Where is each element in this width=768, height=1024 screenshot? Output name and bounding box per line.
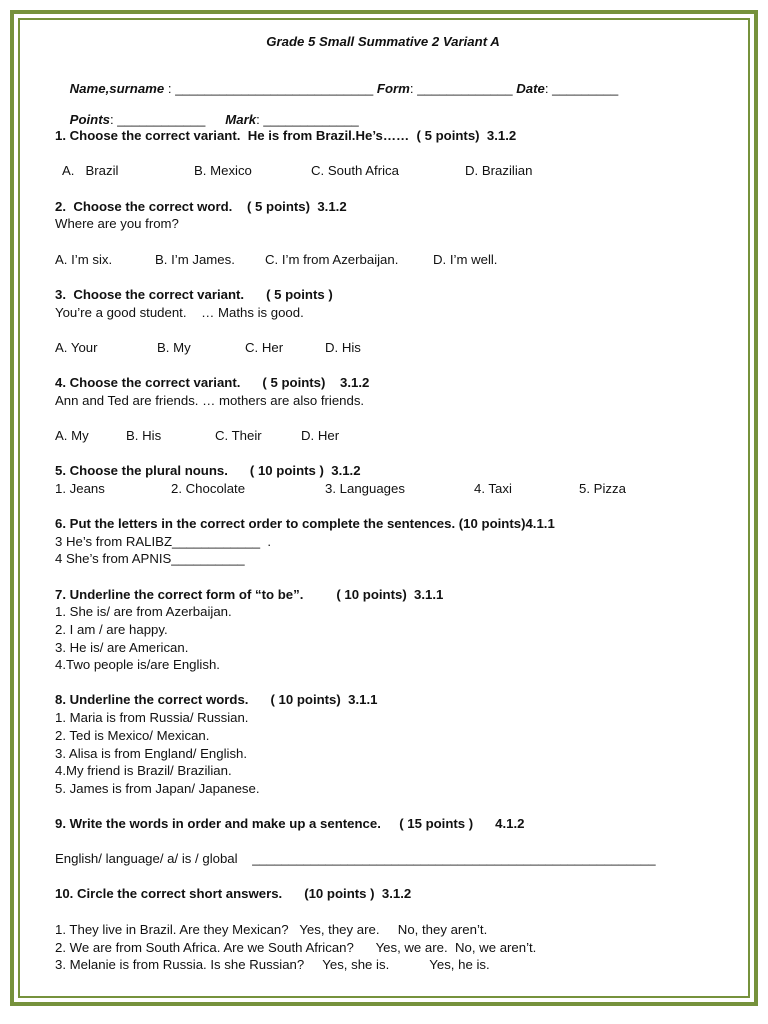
points-field[interactable]: : ____________ [109, 112, 206, 127]
q8-line-3: 3. Alisa is from England/ English. [55, 746, 248, 761]
q2-option-d: D. I’m well. [433, 252, 498, 267]
question-9-heading: 9. Write the words in order and make up a sentence. ( 15 points ) 4.1.2 [55, 816, 525, 831]
question-1-heading: 1. Choose the correct variant. He is from Brazil.He’s…… ( 5 points) 3.1.2 [55, 128, 517, 143]
q7-line-4: 4.Two people is/are English. [55, 657, 220, 672]
q1-option-d: D. Brazilian [465, 163, 533, 178]
q5-option-5: 5. Pizza [579, 481, 626, 496]
q7-line-2: 2. I am / are happy. [55, 622, 168, 637]
mark-label: Mark [225, 112, 257, 127]
q5-option-2: 2. Chocolate [171, 481, 246, 496]
question-3-heading: 3. Choose the correct variant. ( 5 points ) [55, 287, 333, 302]
question-7-heading: 7. Underline the correct form of “to be”. ( 10 points) 3.1.1 [55, 587, 444, 602]
q8-line-1: 1. Maria is from Russia/ Russian. [55, 710, 249, 725]
q2-option-b: B. I’m James. [155, 252, 235, 267]
q10-line-2: 2. We are from South Africa. Are we South African? Yes, we are. No, we aren’t. [55, 940, 537, 955]
q2-prompt: Where are you from? [55, 216, 179, 231]
date-label: Date [516, 81, 545, 96]
q1-option-a: A. Brazil [62, 163, 119, 178]
q5-option-1: 1. Jeans [55, 481, 105, 496]
q3-option-b: B. My [157, 340, 191, 355]
q4-prompt: Ann and Ted are friends. … mothers are also friends. [55, 393, 365, 408]
q10-line-3: 3. Melanie is from Russia. Is she Russian? Yes, she is. Yes, he is. [55, 957, 490, 972]
q1-option-b: B. Mexico [194, 163, 252, 178]
name-field[interactable]: : ___________________________ [164, 81, 377, 96]
form-label: Form [376, 81, 410, 96]
q4-option-c: C. Their [215, 428, 262, 443]
form-field[interactable]: : _____________ [409, 81, 517, 96]
q4-option-b: B. His [126, 428, 162, 443]
q5-option-4: 4. Taxi [474, 481, 512, 496]
question-8-heading: 8. Underline the correct words. ( 10 points) 3.1.1 [55, 692, 378, 707]
q9-prompt: English/ language/ a/ is / global _______________________________________________________ [55, 851, 656, 866]
name-label: Name,surname [69, 81, 165, 96]
q3-prompt: You’re a good student. … Maths is good. [55, 305, 304, 320]
question-10-heading: 10. Circle the correct short answers. (10 points ) 3.1.2 [55, 886, 412, 901]
question-2-heading: 2. Choose the correct word. ( 5 points) 3.1.2 [55, 199, 347, 214]
q8-line-5: 5. James is from Japan/ Japanese. [55, 781, 260, 796]
q6-line-3: 3 He’s from RALIBZ____________ . [55, 534, 272, 549]
q1-option-c: C. South Africa [311, 163, 399, 178]
q7-line-1: 1. She is/ are from Azerbaijan. [55, 604, 232, 619]
q7-line-3: 3. He is/ are American. [55, 640, 189, 655]
q2-option-c: C. I’m from Azerbaijan. [265, 252, 399, 267]
q5-option-3: 3. Languages [325, 481, 405, 496]
q3-option-a: A. Your [55, 340, 98, 355]
q10-line-1: 1. They live in Brazil. Are they Mexican? Yes, they are. No, they aren’t. [55, 922, 488, 937]
q4-option-a: A. My [55, 428, 89, 443]
q6-line-4: 4 She’s from APNIS__________ [55, 551, 245, 566]
q8-line-4: 4.My friend is Brazil/ Brazilian. [55, 763, 232, 778]
question-5-heading: 5. Choose the plural nouns. ( 10 points ) 3.1.2 [55, 463, 361, 478]
question-4-heading: 4. Choose the correct variant. ( 5 points) 3.1.2 [55, 375, 370, 390]
q2-option-a: A. I’m six. [55, 252, 113, 267]
q3-option-c: C. Her [245, 340, 284, 355]
question-6-heading: 6. Put the letters in the correct order to complete the sentences. (10 points)4.1.1 [55, 516, 555, 531]
q3-option-d: D. His [325, 340, 361, 355]
q8-line-2: 2. Ted is Mexico/ Mexican. [55, 728, 210, 743]
date-field[interactable]: : _________ [544, 81, 619, 96]
mark-field[interactable]: : _____________ [256, 112, 359, 127]
q4-option-d: D. Her [301, 428, 340, 443]
worksheet-title: Grade 5 Small Summative 2 Variant A [266, 34, 500, 49]
points-label: Points [69, 112, 110, 127]
